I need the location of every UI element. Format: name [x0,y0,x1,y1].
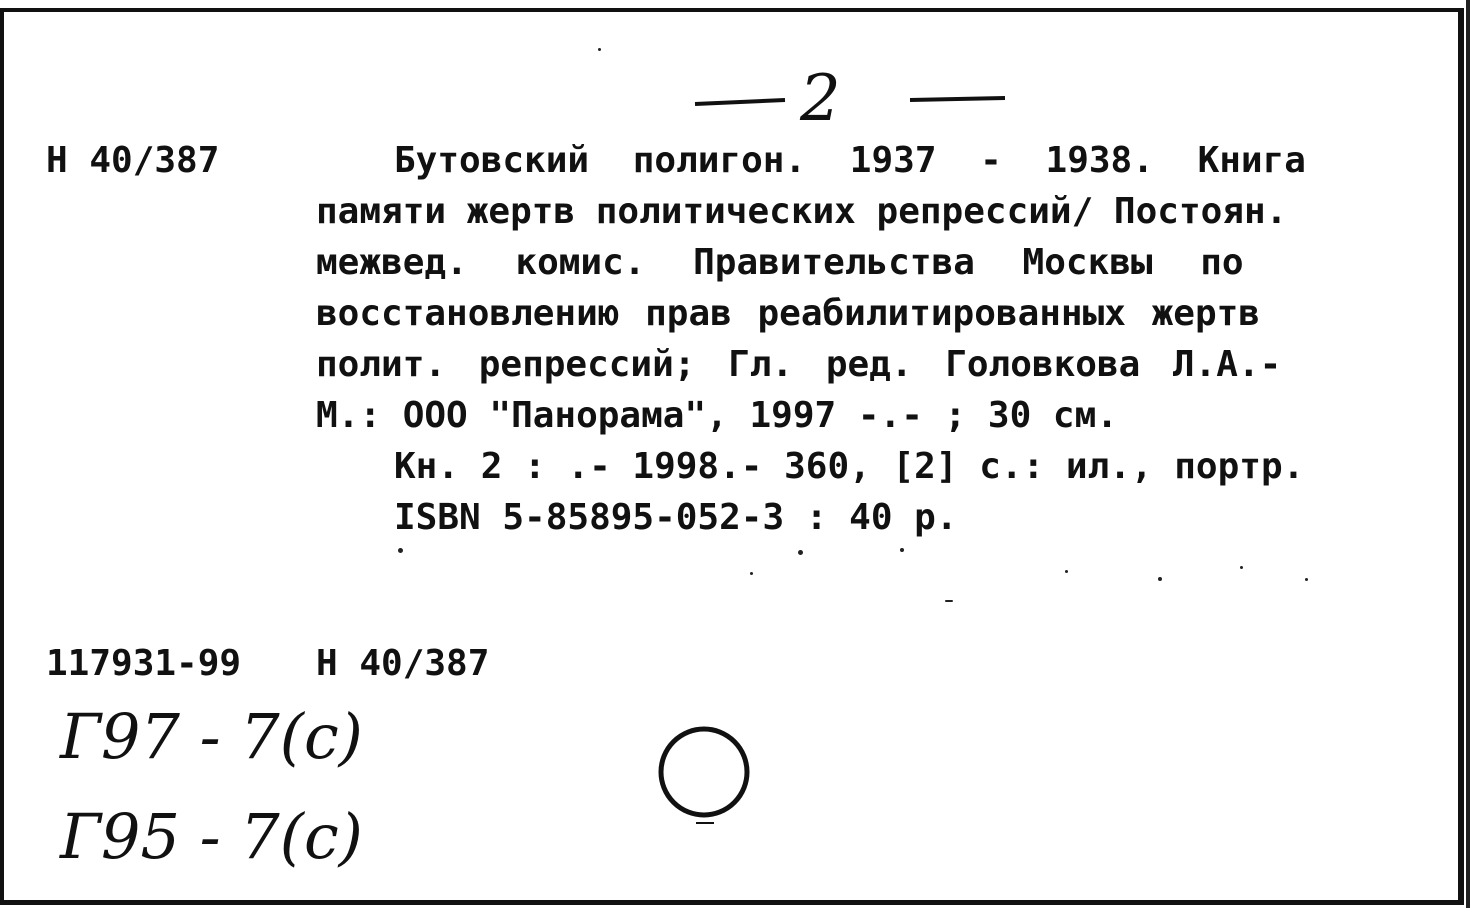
scan-speck [1158,577,1162,581]
isbn-line: ISBN 5-85895-052-3 : 40 р. [394,497,958,538]
scan-speck [1240,566,1243,569]
shelfmark-top: Н 40/387 [46,140,220,181]
accession-number: 117931-99 [46,643,242,684]
handwritten-mark-2: Г95 - 7(с) [60,800,363,873]
card-border-right [1458,8,1464,904]
scan-speck [945,600,953,602]
description-line-6: М.: ООО "Панорама", 1997 -.- ; 30 см. [316,395,1118,436]
handwritten-mark-1: Г97 - 7(с) [60,700,363,773]
card-border-top [0,8,1462,12]
description-line-1: Бутовский полигон. 1937 - 1938. Книга [394,140,1306,181]
scan-speck [598,48,601,51]
description-line-5: полит. репрессий; Гл. ред. Головкова Л.А.- [316,344,1282,385]
description-line-2: памяти жертв политических репрессий/ Постоян. [316,191,1288,232]
scan-speck [900,548,904,552]
page-mark: 2 [800,62,841,136]
page-mark-dashes [690,88,1020,118]
circle-mark [652,722,756,826]
card-border-bottom [0,900,1464,905]
scan-speck [1305,578,1308,581]
scan-speck [398,548,403,553]
card-border-left [0,8,4,904]
scan-speck [1065,570,1068,573]
shelfmark-bottom: Н 40/387 [316,643,490,684]
scan-speck [750,572,753,575]
description-line-3: межвед. комис. Правительства Москвы по [316,242,1244,283]
scan-speck [798,550,803,555]
scan-edge [1466,0,1470,908]
volume-line: Кн. 2 : .- 1998.- 360, [2] с.: ил., портр. [394,446,1305,487]
description-line-4: восстановлению прав реабилитированных жертв [316,293,1260,334]
